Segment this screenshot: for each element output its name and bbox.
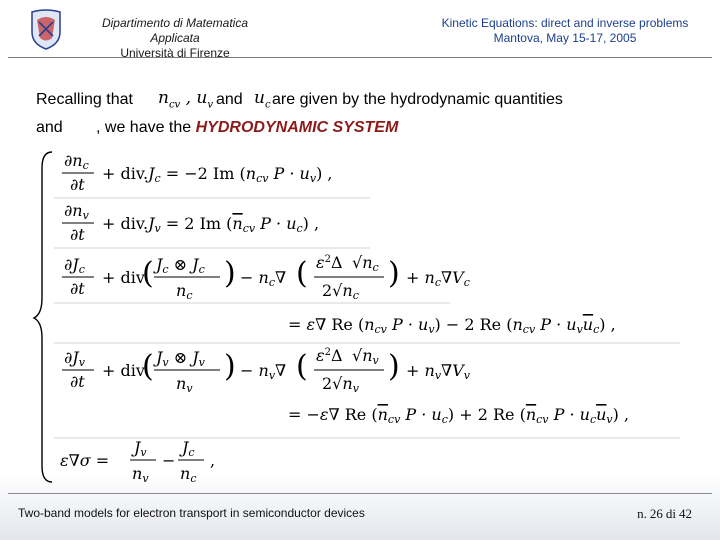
hydrodynamic-system-title: HYDRODYNAMIC SYSTEM: [195, 119, 399, 136]
svg-text:√nv: √nv: [352, 346, 379, 367]
svg-text:+ nv∇Vv: + nv∇Vv: [406, 361, 470, 382]
svg-text:,: ,: [210, 451, 216, 470]
svg-text:): ): [388, 349, 400, 384]
svg-text:2√nc: 2√nc: [322, 281, 359, 302]
svg-text:(: (: [142, 256, 154, 291]
svg-text:2√nv: 2√nv: [322, 374, 359, 395]
conference-place-date: Mantova, May 15-17, 2005: [493, 31, 637, 45]
svg-text:∂t: ∂t: [70, 175, 85, 194]
page-prefix: n.: [637, 506, 647, 521]
equation-1: [62, 151, 333, 194]
svg-text:−: −: [162, 451, 176, 470]
footer-title: Two-band models for electron transport in semiconductor devices: [18, 506, 365, 520]
page-total: 42: [679, 506, 692, 521]
intro-text-and: and: [216, 91, 243, 108]
svg-text:+ div: + div: [102, 268, 145, 287]
svg-text:ε∇σ =: ε∇σ =: [60, 451, 110, 470]
svg-text:+ div.Jc = −2 Im (ncv P · uv): + div.Jc = −2 Im (ncv P · uv) ,: [102, 164, 333, 185]
equation-5: [60, 438, 215, 485]
system-brace: [34, 152, 52, 482]
intro-text-given-by: are given by the hydrodynamic quantities: [272, 91, 563, 108]
svg-text:∂nc: ∂nc: [64, 151, 89, 172]
svg-text:Jc: Jc: [182, 438, 195, 459]
intro-text-we-have-the: , we have the: [96, 119, 192, 136]
conference-header: [432, 16, 698, 46]
svg-text:Jv: Jv: [134, 438, 147, 459]
svg-text:√nc: √nc: [352, 253, 379, 274]
svg-text:+ nc∇Vc: + nc∇Vc: [406, 268, 470, 289]
intro-text-we-have: [96, 119, 398, 137]
equation-2: [62, 201, 319, 244]
footer-divider: [8, 493, 712, 494]
page-number: [600, 506, 692, 522]
page-separator: di: [665, 506, 676, 521]
svg-text:(: (: [296, 256, 308, 291]
svg-text:): ): [388, 256, 400, 291]
svg-text:nc: nc: [176, 281, 193, 302]
university-name: Università di Firenze: [120, 46, 230, 60]
header-divider: [8, 57, 712, 58]
svg-text:): ): [224, 349, 236, 384]
svg-text:+ div: + div: [102, 361, 145, 380]
equation-3: [62, 253, 616, 336]
svg-text:(: (: [296, 349, 308, 384]
symbol-n-cv-u-v: $n_{cv}$ , $u_v$: [158, 88, 214, 111]
svg-text:ε2Δ: $\varepsilon^2\Delta$: [316, 346, 343, 365]
svg-text:∂t: ∂t: [70, 372, 85, 391]
svg-text:− nv∇: − nv∇: [240, 361, 287, 382]
symbol-u-c: $u_c$: [254, 88, 271, 111]
equation-4: [62, 346, 629, 426]
svg-text:(: (: [142, 349, 154, 384]
svg-text:∂nv: ∂nv: [64, 201, 89, 222]
department-header: [80, 16, 270, 61]
svg-text:∂Jv: ∂Jv: [64, 348, 85, 369]
svg-text:∂Jc: ∂Jc: [64, 255, 85, 276]
svg-text:Jc ⊗ Jc: Jc ⊗ Jc: [156, 255, 205, 276]
svg-text:∂t: ∂t: [70, 279, 85, 298]
svg-text:− nc∇: − nc∇: [240, 268, 287, 289]
intro-text-and-2: and: [36, 119, 63, 136]
svg-text:Jv ⊗ Jv: Jv ⊗ Jv: [156, 348, 205, 369]
university-logo-icon: [28, 8, 64, 50]
svg-text:nc: nc: [180, 464, 197, 485]
hydrodynamic-system-equations: [30, 148, 690, 488]
page-current: 26: [649, 506, 663, 521]
svg-text:nv: nv: [176, 374, 193, 395]
department-name: Dipartimento di Matematica Applicata: [101, 16, 249, 45]
intro-text-recalling: Recalling that: [36, 91, 133, 108]
svg-text:+ div.Jv = 2 Im (ncv P · uc): + div.Jv = 2 Im (ncv P · uc) ,: [102, 214, 320, 235]
conference-title: Kinetic Equations: direct and inverse problems: [441, 16, 689, 30]
svg-text:= −ε∇ Re (ncv P · uc) + 2 Re (: = −ε∇ Re (ncv P · uc) + 2 Re (ncv P · ucuv) ,: [288, 405, 630, 426]
svg-text:): ): [224, 256, 236, 291]
svg-text:= ε∇ Re (ncv P · uv) − 2 Re (: = ε∇ Re (ncv P · uv) − 2 Re (ncv P · uvuc) ,: [288, 315, 616, 336]
svg-text:nv: nv: [132, 464, 149, 485]
svg-text:ε2Δ: $\varepsilon^2\Delta$: [316, 253, 343, 272]
svg-text:∂t: ∂t: [70, 225, 85, 244]
